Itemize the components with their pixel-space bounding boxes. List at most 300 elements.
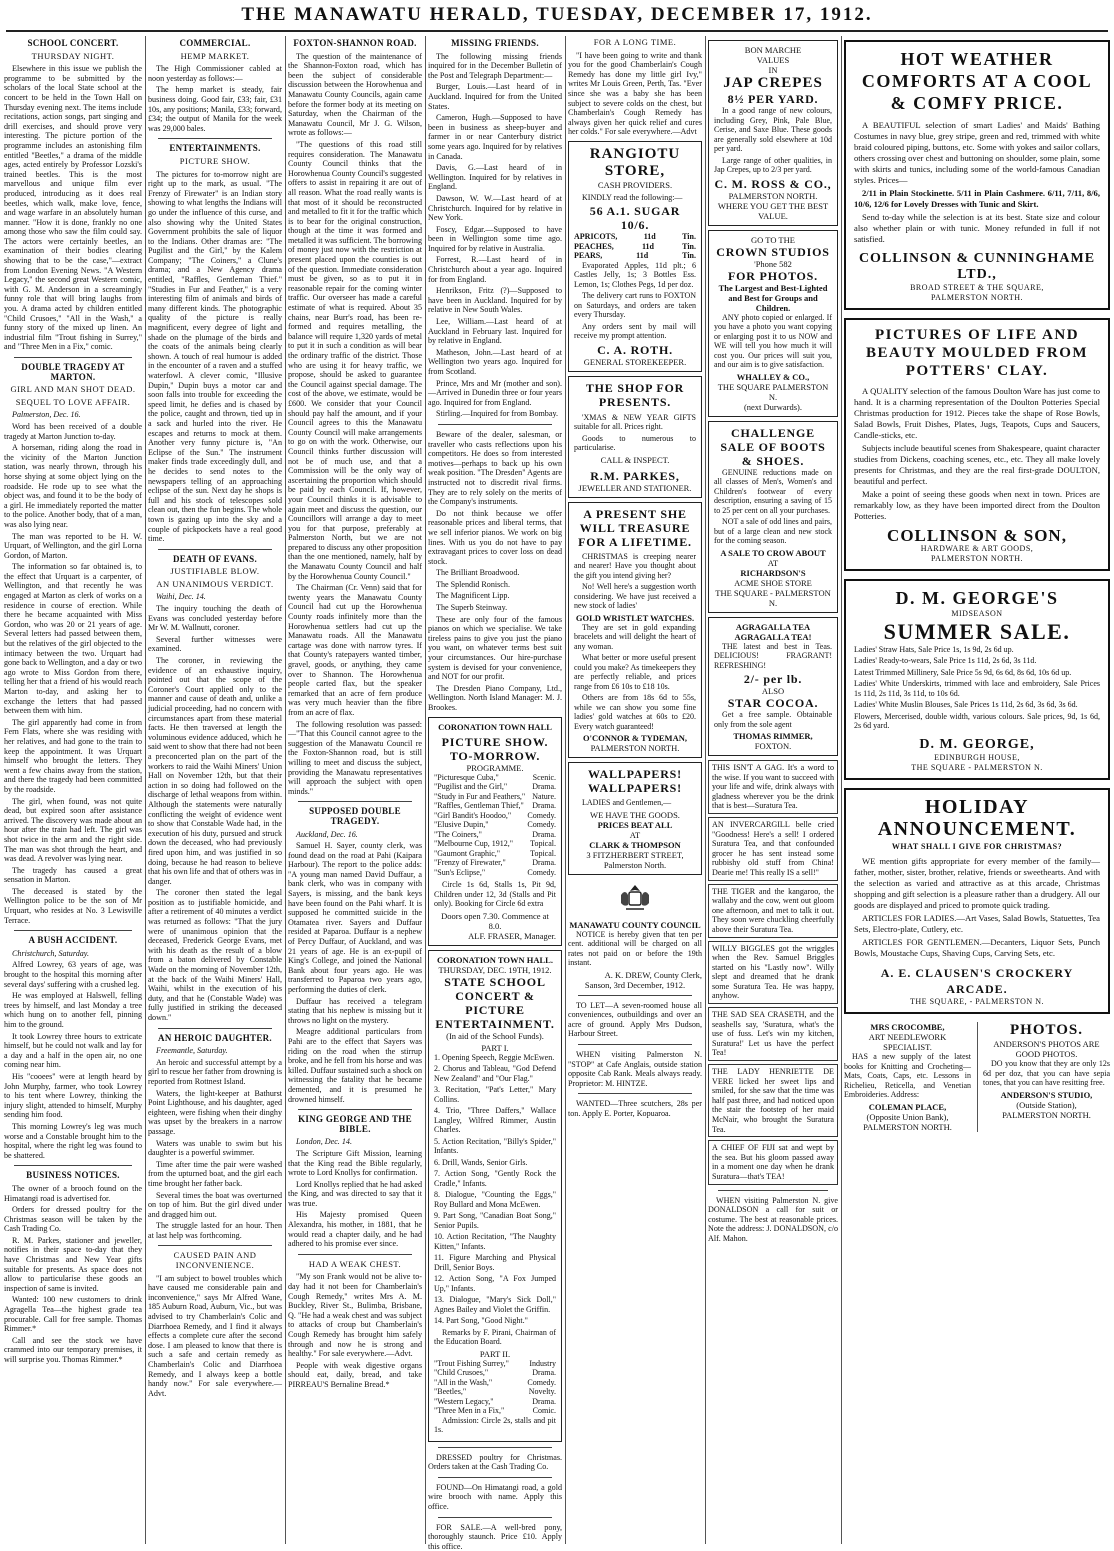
programme-item: 9. Part Song, "Canadian Boat Song," Senior Pupils.: [434, 1211, 556, 1230]
paragraph: NOTICE is hereby given that ten per cent. additional will be charged on all rates not paid on or before the 19th instant.: [568, 929, 702, 968]
price-item: APRICOTS,: [574, 232, 618, 242]
suratura-notice: AN INVERCARGILL belle cried "Goodness! Here's a sell! I ordered Suratura Tea, and that confounded grocer he has sent instead some rubbishy old stuff from China! Dearie me! This really IS a sell!": [708, 817, 838, 881]
paragraph: The following missing friends inquired for in the December Bulletin of the Post and Telegraph Department:—: [428, 51, 562, 80]
price-value: 11d: [641, 241, 654, 251]
ad-address: THE SQUARE - PALMERSTON N.: [715, 587, 831, 608]
programme-item: "The Coiners,": [434, 829, 482, 839]
sale-item: Latest Trimmed Millinery, Sale Price 5s 9d, 6s 6d, 8s 6d, 10s 6d up.: [854, 667, 1072, 677]
divider: [578, 1044, 692, 1045]
article-title: BUSINESS NOTICES.: [26, 1170, 120, 1181]
paragraph: Elsewhere in this issue we publish the programme to be submitted by the scholars of the local State school at the concert to be held in the Town Hall on Thursday evening next. The items include recitations, action songs, part singing and drill exercises, and should prove very interesting. The picture portion of the programme includes an astonishing film entitled "Beetles," a drama of the middle ages, acted entirely by Professor Lozski's trained beetles. This is the most marvellous and unique film ever produced, introducing as it does real beetles, which walk, make love, fence, and wage warfare in an absolutely human manner. "How it is done, frankly no one among those who saw the film could say. The actors were certainly beetles, an examination of their bodies clearing showing that to be the case,"—extract from London Evening News. "A Western Legacy," the second great Western comic, with G. M. Anderson in a screamingly funny role that will bring laughs from you. A drama acted by children entitled "Child Crusoes," "All in the Wash," a funny story of the mixed up linen. An industrial film "Trout fishing in Surrey," and "Three Men in a Fix," comic.: [4, 64, 142, 352]
paragraph: ARTICLES FOR LADIES.—Art Vases, Salad Bowls, Statuettes, Tea Sets, Electro-plate, Cutlery, etc.: [854, 912, 1100, 934]
price-unit: Tin.: [682, 251, 696, 261]
paragraph: No! Well here's a suggestion worth considering. We have just received a new stock of ladies': [574, 582, 696, 611]
paragraph: HAS a new supply of the latest books for Knitting and Crocheting—Mats, Coats, Caps, etc. Lessons in Richelieu, Reticella, and Venetian Embroideries. Address:: [844, 1052, 971, 1100]
programme-row: [434, 1368, 556, 1378]
ad-signature-sub: GENERAL STOREKEEPER.: [583, 356, 687, 367]
ad-price-line: 56 A.1. SUGAR 10/6.: [589, 204, 681, 233]
programme-list: [434, 773, 556, 878]
paragraph: Dawson, W. W.—Last heard of at Christchurch. Inquired for by relative in New York.: [428, 193, 562, 223]
part-label: PART II.: [479, 1348, 511, 1359]
divider: [158, 138, 272, 139]
paragraph: A horseman, riding along the road in the vicinity of the Marton Junction station, was nearly thrown, through his horse shying at some object lying on the roadside. He rode up to see what the object was, and found it to be the body of a girl. He immediately reported the matter to the police. Another body, that of a man, was also lying near.: [4, 443, 142, 529]
sale-item: Flowers, Mercerised, double width, various colours. Sale prices, 9d, 1s 6d, 2s 6d yard.: [854, 711, 1100, 731]
ad-signature-sub: ACME SHOE STORE: [734, 577, 812, 588]
ad-title: CORONATION TOWN HALL: [438, 721, 552, 732]
paragraph: LADIES and Gentlemen,—: [582, 798, 672, 808]
paragraph: Time after time the pair were washed from the upturned boat, and the girl each time brought her father back.: [148, 1159, 282, 1188]
paragraph: "I have been going to write and thank you for the good Chamberlain's Cough Remedy has done my little girl Ivy," writes Mr Louis Green, Perth, Tas. "Ever since she was a baby she has been subject to severe colds on the chest, but Chamberlain's Cough Remedy has always given her quick relief and cures her colds." For sale everywhere.—Advt: [568, 50, 702, 137]
ad-signature: COLLINSON & SON,: [887, 526, 1067, 546]
watches-ad: [568, 502, 702, 759]
paragraph: Waters was unable to swim but his daughter is a powerful swimmer.: [148, 1138, 282, 1158]
paragraph: Word has been received of a double tragedy at Marton Junction to-day.: [4, 421, 142, 441]
ad-signature: WHALLEY & CO.,: [736, 371, 810, 382]
ad-address: PALMERSTON NORTH.: [930, 292, 1024, 302]
ad-address: PALMERSTON NORTH.: [930, 553, 1024, 563]
ad-price: 8½ PER YARD.: [727, 92, 819, 106]
piano-list-item: The Brilliant Broadwood.: [436, 568, 520, 578]
programme-item: 7. Action Song, "Gently Rock the Cradle," Infants.: [434, 1169, 556, 1188]
paragraph: What better or more useful present could you make? As timekeepers they are perfectly reliable, and prices range from £6 10s to £18 10s.: [574, 653, 696, 691]
ad-note: (In aid of the School Funds).: [446, 1030, 544, 1041]
programme-genre: Drama.: [532, 858, 556, 868]
bon-marche-ad: [708, 40, 838, 226]
paragraph: 'XMAS & NEW YEAR GIFTS suitable for all. Prices right.: [574, 412, 696, 432]
paragraph: Henrikson, Fritz (?)—Supposed to have been in Auckland. Inquired for by relative in New South Wales.: [428, 286, 562, 315]
ad-headline: HOLIDAY ANNOUNCEMENT.: [877, 796, 1077, 841]
programme-row: [434, 1359, 556, 1369]
paragraph: GENUINE reductions made on all classes of Men's, Women's and Children's footwear of every description, ensuring a saving of 15 to 25 per cent on all your purchases.: [714, 467, 832, 515]
paragraph: The Chairman (Cr. Venn) said that for twenty years the Manawatu County Council had cut up the Horowhenua County roads infinitely more than the Horowhenua settlers had cut up the Manawatu roads. All the Manawatu cartage was done with narrow tyres. If that County's ratepayers wanted timber, gravel, goods, or anything, they came over to Shannon. The Horowhenua people carted flax, but the speaker remarked that an acre of fern produce was very much heavier than the fibre from an acre of flax.: [288, 583, 422, 717]
signature: The Dresden Piano Company, Ltd., Wellington. North Island Manager: M. J. Brookes.: [428, 683, 562, 712]
ad-tagline: WHERE YOU GET THE BEST VALUE.: [717, 200, 829, 221]
ad-headline: STATE SCHOOL CONCERT & PICTURE ENTERTAINMENT.: [435, 974, 555, 1031]
ad-subtitle: SPECIALIST.: [883, 1042, 932, 1053]
paragraph: Evaporated Apples, 11d plt.; 6 Castles Jelly, 1s; 3 Bottles Ess. Lemon, 1s; Clothes Pegs, 1d per doz.: [574, 260, 696, 289]
paragraph: The girl, when found, was not quite dead, but expired soon after assistance arrived. The discovery was made about an hour after the train had left. The girl was shot twice in the arm and the right side. The man was shot through the heart, and was dead. A revolver was lying near.: [4, 796, 142, 864]
programme-item: 14. Part Song, "Good Night.": [434, 1316, 528, 1326]
ad-address: Palmerston North.: [603, 859, 667, 870]
dateline: Auckland, Dec. 16.: [296, 829, 358, 839]
piano-list-item: The Splendid Ronisch.: [436, 579, 510, 589]
classified: TO LET—A seven-roomed house all conveniences, outbuildings and over an acre of ground. Apply Mrs Dudson, Harbour Street.: [568, 1000, 702, 1039]
column-rule: [285, 36, 286, 1544]
ad-headline: JAP CREPES: [723, 75, 823, 91]
programme-genre: Drama.: [532, 801, 556, 811]
ad-headline: THE SHOP FOR PRESENTS.: [585, 380, 685, 409]
ad-prices: 2/11 in Plain Stockinette. 5/11 in Plain Cashmere. 6/11, 7/11, 8/6, 10/6, 12/6 for Lovely Dresses with Tunic and Skirt.: [854, 188, 1100, 209]
ad-subtitle: ART NEEDLEWORK: [868, 1032, 947, 1043]
ad-remarks: Remarks by F. Pirani, Chairman of the Education Board.: [434, 1327, 556, 1347]
ad-signature: CLARK & THOMPSON: [589, 839, 681, 850]
programme-item: 2. Chorus and Tableau, "God Defend New Zealand" and "Our Flag.": [434, 1064, 556, 1083]
article-subtitle: HEMP MARKET.: [180, 50, 250, 61]
ad-headline: WALLPAPERS! WALLPAPERS!: [588, 767, 682, 796]
programme-list: [434, 1359, 556, 1416]
ad-subtitle: WHAT SHALL I GIVE FOR CHRISTMAS?: [891, 842, 1063, 852]
programme-item: 11. Figure Marching and Physical Drill, Senior Boys.: [434, 1253, 556, 1272]
suratura-notice: THIS ISN'T A GAG. It's a word to the wise. If you want to succeed with your life and wife, drink always with gladness wherever you be the drink that is best—Suratura Tea.: [708, 760, 838, 814]
notice-signature: A. K. DREW, County Clerk,: [604, 969, 702, 980]
ad-address: FOXTON.: [754, 741, 792, 751]
programme-item: "Elusive Dupin,": [434, 820, 489, 830]
article-title: CAUSED PAIN AND INCONVENIENCE.: [173, 1250, 257, 1271]
ad-address: BROAD STREET & THE SQUARE,: [910, 283, 1044, 292]
paragraph: The High Commissioner cabled at noon yesterday as follows:—: [148, 64, 282, 83]
programme-item: 6. Drill, Wands, Senior Girls.: [434, 1157, 528, 1167]
masthead: THE MANAWATU HERALD, TUESDAY, DECEMBER 17, 1912.: [241, 4, 873, 25]
paragraph: The question of the maintenance of the Shannon-Foxton road, which has been the subject of considerable discussion between the Horowhenua and Manawatu County Councils, again came before the former body at its meeting on Saturday, when the Chairman of the Manawatu Council, Mr J. G. Wilson, wrote as follows:—: [288, 51, 422, 138]
column-rule: [565, 36, 566, 1544]
paragraph: "The questions of this road still requires consideration. The Manawatu County Council thinks that the Horowhenua County Council's suggested offers to assist in repairing it are out of all reason. What the road really wants is that most of it should be reconstructed and metalled to fit it for the traffic which is to bear for the original construction, though at the time it was formed and metalled it was sufficient. The borrowing of money just now with the restriction at present placed upon the counties is out of the question. Immediate consideration must be given, so as to put it in reasonable repair for the coming winter traffic. Our overseer has made a careful estimate of what is required. About 35 chains, near Burr's road, has been re-formed and requires metalling, the balance will require 1,320 yards of metal to put it in such a condition as will bear the ordinary traffic of the district. Those who are using it for heavy traffic, we propose, should be asked to guarantee the Council against special damage. The cost of the above, we estimate, would be £600. We consider that your Council should pay half the amount, and if your Council agrees to this the Manawatu County Council will make arrangements to go on with the work. Otherwise, our Council thinks further discussion will not be of much use, and that a Commission will be the only way of ascertaining the proportion which should be paid by each Council. If, however, your Council thinks it is advisable to again meet and discuss the question, our Councillors will arrange a day to meet you for that purpose, preferably at Palmerston North, but we are not prepared to discuss any other proposition than the one mentioned, namely, half by the Manawatu County Council and half by the Horowhenua County Council.": [288, 139, 422, 581]
divider: [578, 995, 692, 996]
divider: [158, 1028, 272, 1029]
paragraph: Any orders sent by mail will receive my prompt attention.: [574, 321, 696, 341]
paragraph: ANY photo copied or enlarged. If you have a photo you want copying or enlarging post it to us NOW and WE will tell you how much it will cost you. Our prices will suit you, and our aim is to give satisfaction.: [714, 312, 832, 369]
suratura-notice: A CHIEF OF FIJI sat and wept by the sea. But his gloom passed away in a moment one day when he drank Suratura—that's TEA!: [708, 1140, 838, 1184]
dateline: Christchurch, Saturday.: [12, 948, 89, 958]
paragraph: DO you know that they are only 12s 6d per doz, that you can have sepia tones, that you can have resitting free.: [983, 1059, 1110, 1088]
suratura-notice: THE LADY HENRIETTE DE VERE licked her sweet lips and smiled, for she saw that the time was half past three, and had noticed upon the stair the footstep of her maid McNair, who brought the Suratura Tea.: [708, 1064, 838, 1137]
paragraph: ARTICLES FOR GENTLEMEN.—Decanters, Liquor Sets, Punch Bowls, Moustache Cups, Shaving Cups, Carving Sets, etc.: [854, 936, 1100, 958]
ad-doors: Doors open 7.30. Commence at 8.0.: [441, 910, 549, 931]
crocombe-ad: [844, 1022, 971, 1132]
dateline: Waihi, Dec. 14.: [156, 592, 206, 602]
article-subtitle: THURSDAY NIGHT.: [31, 50, 115, 61]
richardsons-ad: [708, 421, 838, 613]
programme-row: [434, 858, 556, 868]
article-title: SUPPOSED DOUBLE TRAGEDY.: [309, 806, 401, 826]
article-title: FOXTON-SHANNON ROAD.: [293, 38, 417, 48]
ad-price: 2/- per lb.: [743, 672, 803, 686]
ad-signature: C. A. ROTH.: [597, 342, 673, 357]
paragraph: Lord Knollys replied that he had asked the King, and was directed to say that it was true.: [288, 1179, 422, 1208]
paragraph: This morning Lowrey's leg was much worse and a Constable brought him to the hospital, where the right leg was found to be shattered.: [4, 1121, 142, 1160]
sale-item: Ladies' Ready-to-wears, Sale Price 1s 11d, 2s 6d, 3s 11d.: [854, 656, 1037, 666]
programme-item: 1. Opening Speech, Reggie McEwen.: [434, 1052, 555, 1062]
article-subtitle: SEQUEL TO LOVE AFFAIR.: [15, 396, 131, 407]
programme-genre: Scenic.: [532, 772, 556, 782]
article-subtitle: PICTURE SHOW.: [179, 155, 251, 166]
programme-item: "Beetles,": [434, 1387, 467, 1397]
sale-item: Ladies' White Muslin Blouses, Sale Prices 1s 11d, 2s 6d, 3s 6d, 3s 6d.: [854, 700, 1078, 710]
crown-studios-ad: [708, 230, 838, 417]
price-value: 11d: [643, 232, 656, 242]
ad-signature-sub: JEWELLER AND STATIONER.: [578, 482, 692, 493]
paragraph: The information so far obtained is, to the effect that Urquart is a carpenter, of Wellington, and that recently he was engaged at Marton as clerk of works on a residence in course of erection. While there he became acquainted with Miss Gordon, who was 20 or 21 years of age. Several letters had passed between them, but the relatives of the girl objected to the intimacy between the two. Urquart had gone back to Wellington, and a day or two ago wrote to Miss Gordon from there, telling her that a friend of his would reach Marton to-day, and asking her to exchange the letters that had passed between them with him.: [4, 562, 142, 716]
paragraph: Stirling.—Inquired for from Bombay.: [436, 409, 558, 419]
divider: [298, 801, 412, 802]
ad-signature: A. E. CLAUSEN'S CROCKERY ARCADE.: [880, 965, 1074, 996]
paragraph: WE mention gifts appropriate for every member of the family—father, mother, sister, brother, relative, friends or sweethearts. And with the selection as varied and attractive as at this arcade, Christmas shopping and gift selection is a pleasure rather than a drudgery. All our goods are displayed and priced to promote quick trading.: [854, 855, 1100, 910]
paragraph: Lee, William.—Last heard of at Auckland in February last. Inquired for by relative in England.: [428, 317, 562, 346]
ad-headline: CHALLENGE SALE OF BOOTS & SHOES.: [720, 425, 826, 468]
programme-genre: Comedy.: [527, 867, 556, 877]
paragraph: NOT a sale of odd lines and pairs, but of a large clean and new stock for the coming season.: [714, 517, 832, 545]
paragraph: The Scripture Gift Mission, learning that the King read the Bible regularly, wrote to Lord Knollys for confirmation.: [288, 1148, 422, 1178]
ad-address: (Outside Station),: [1016, 1099, 1077, 1110]
programme-row: [434, 782, 556, 792]
paragraph: Orders for dressed poultry for the Christmas season will be taken by the Cash Trading Co.: [4, 1205, 142, 1234]
paragraph: People with weak digestive organs should eat, daily, bread, and take PIRREAU'S Bernaline Bread.*: [288, 1360, 422, 1389]
ad-headline: PICTURES OF LIFE AND BEAUTY MOULDED FROM POTTERS' CLAY.: [865, 327, 1089, 380]
paragraph: Burger, Louis.—Last heard of in Auckland. Inquired for from the United States.: [428, 82, 562, 111]
programme-genre: Topical.: [530, 839, 556, 849]
article-title: HAD A WEAK CHEST.: [308, 1258, 402, 1269]
ad-subtitle: ANDERSON'S PHOTOS ARE GOOD PHOTOS.: [993, 1039, 1100, 1060]
royal-crest-icon: [618, 883, 652, 913]
classified: FOUND—On Himatangi road, a gold wire brooch with name. Apply this office.: [428, 1482, 562, 1511]
paragraph: Prince, Mrs and Mr (mother and son).—Arrived in Dunedin three or four years ago. Inquired for from England.: [428, 378, 562, 407]
classified: DRESSED poultry for Christmas. Orders taken at the Cash Trading Co.: [428, 1452, 562, 1472]
paragraph: Cameron, Hugh.—Supposed to have been in business as sheep-buyer and farmer in or near Canterbury district some years ago. Inquired for by relatives in Canada.: [428, 113, 562, 161]
article-title: DEATH OF EVANS.: [172, 553, 258, 564]
price-item: PEARS,: [574, 251, 603, 261]
programme-row: [434, 839, 556, 849]
column-4: [428, 36, 562, 1551]
dm-george-ad: [844, 579, 1110, 780]
paragraph: R. M. Parkes, stationer and jeweller, notifies in their space to-day that they have Christmas and New Year gifts suitable for presents. As space does not allow to particularise these goods an inspection of same is invited.: [4, 1235, 142, 1293]
programme-row: [434, 820, 556, 830]
paragraph: The following resolution was passed:—"That this Council cannot agree to the suggestion of the Manawatu Council re the Foxton-Shannon road, but is still willing to meet and discuss the subject, providing the Manawatu representatives will approach the subject with open minds.": [288, 719, 422, 796]
article-title: A BUSH ACCIDENT.: [28, 935, 118, 946]
suratura-notice: THE TIGER and the kangaroo, the wallaby and the cow, went out gloom one afternoon, and met to talk it out. They soon were chuckling cheerfully above their Suratura Tea.: [708, 884, 838, 938]
ad-signature: C. M. ROSS & CO.,: [714, 176, 832, 191]
ad-signature: R.M. PARKES,: [590, 468, 680, 483]
parkes-ad: [568, 376, 702, 498]
paragraph: Duffaur has received a telegram stating that his nephew is missing but it throws no light on the mystery.: [288, 996, 422, 1025]
paragraph: A QUALITY selection of the famous Doulton Ware has just come to hand. It is a charming representation of the Doulton Potteries Special Christmas production for 1912. Pieces take the shape of Rose Bowls, Salad Bowls, Fruit Dishes, Plates, Jugs, Teapots, Cups and Saucers, Candle-sticks, etc.: [854, 386, 1100, 441]
ad-phone: 'Phone 582: [754, 258, 792, 269]
ad-subtitle: The Largest and Best-Lighted and Best for Groups and Children.: [718, 282, 828, 313]
price-value: 11d: [636, 251, 649, 261]
ad-signature: ALF. FRASER, Manager.: [468, 930, 556, 941]
paragraph: The deceased is stated by the Wellington police to be the son of Mr Urquart, who resides at No. 3 Lewisville Terrace.: [4, 886, 142, 925]
paragraph: Beware of the dealer, salesman, or traveller who casts reflections upon his competitors. He does so from interested motives—perhaps to back up his own weak position. "The Dresden" Agents are instructed not to discredit rival firms. They are to rely solely on the merits of the Company's instruments.: [428, 429, 562, 507]
article-title: DOUBLE TRAGEDY AT MARTON.: [21, 362, 125, 382]
ad-address: COLEMAN PLACE,: [868, 1101, 947, 1112]
divider: [158, 549, 272, 550]
ad-prices: Circle 1s 6d, Stalls 1s, Pit 9d, Children under 12, 3d (Stalls and Pit only). Booking for Circle 6d extra: [434, 880, 556, 909]
ad-signature: ANDERSON'S STUDIO,: [1000, 1089, 1093, 1100]
ad-address: PALMERSTON NORTH.: [863, 1121, 952, 1132]
ad-signature-sub: HARDWARE & ART GOODS,: [920, 544, 1034, 554]
article-title: MISSING FRIENDS.: [451, 38, 539, 48]
ad-line: PRICES BEAT ALL: [597, 819, 673, 830]
paragraph: The girl apparently had come in from Fern Flats, where she was residing with her relatives, and had gone to the train to keep the appointment. It was Urquart himself who brought the letters. They went a few chains away from the station, and there the tragedy had been committed by the roadside.: [4, 717, 142, 794]
ad-address: (Opposite Union Bank),: [866, 1111, 949, 1122]
paragraph: The inquiry touching the death of Evans was concluded yesterday before Mr W. M. Wallnutt, coroner.: [148, 604, 282, 633]
price-row: [574, 251, 696, 261]
column-3: [288, 36, 422, 1544]
programme-row: [434, 1397, 556, 1407]
paragraph: Several further witnesses were examined.: [148, 634, 282, 654]
paragraph: They are set in gold expanding bracelets and will delight the heart of any woman.: [574, 622, 696, 651]
column-rule: [425, 36, 426, 1544]
article-subtitle: JUSTIFIABLE BLOW.: [170, 566, 260, 577]
ad-line: AT: [629, 829, 641, 840]
dateline: Freemantle, Saturday.: [156, 1046, 228, 1056]
column-6: [708, 36, 838, 1544]
ad-address: (next Durwards).: [743, 401, 803, 412]
programme-item: 12. Action Song, "A Fox Jumped Up," Infants.: [434, 1274, 556, 1293]
programme-row: [434, 792, 556, 802]
anderson-ad: [977, 1022, 1110, 1132]
ad-admission: Admission: Circle 2s, stalls and pit 1s.: [434, 1415, 556, 1435]
ad-title: BON MARCHE: [744, 45, 802, 55]
paragraph: Several times the boat was overturned on top of him. But the girl dived under and dragged him out.: [148, 1190, 282, 1219]
paragraph: CHRISTMAS is creeping nearer and nearer! Have you thought about the gift you intend giving her?: [574, 551, 696, 580]
programme-genre: Comic.: [532, 1406, 556, 1416]
programme-genre: Comedy.: [527, 1377, 556, 1387]
classified: WANTED—Three scutchers, 28s per ton. Apply E. Porter, Kopuaroa.: [568, 1099, 702, 1118]
council-notice: [568, 879, 702, 990]
programme-row: [434, 1387, 556, 1397]
ad-signature-sub: EDINBURGH HOUSE,: [934, 752, 1020, 762]
programme-item: "Gaumont Graphic,": [434, 848, 501, 858]
ad-programme-label: PROGRAMME.: [466, 762, 524, 773]
article-subtitle: AN UNANIMOUS VERDICT.: [156, 578, 274, 589]
paragraph: Send to-day while the selection is at its best. State size and colour also whether plain or with tunic. Money refunded in full if not satisfied.: [854, 212, 1100, 244]
programme-item: "All in the Wash,": [434, 1377, 493, 1387]
programme-item: "Frenzy of Firewater,": [434, 858, 506, 868]
sale-list: [854, 645, 1100, 731]
price-unit: Tin.: [682, 241, 696, 251]
ad-subtitle: VALUES: [756, 55, 790, 65]
paragraph: Forrest, R.—Last heard of in Christchurch about a year ago. Inquired for from England.: [428, 255, 562, 284]
article-title: KING GEORGE AND THE BIBLE.: [298, 1114, 412, 1134]
price-list: [574, 232, 696, 261]
programme-item: 10. Action Recitation, "The Naughty Kitten," Infants.: [434, 1232, 556, 1251]
ad-signature: RICHARDSON'S: [740, 567, 806, 578]
divider: [298, 1254, 412, 1255]
paragraph: Waters, the light-keeper at Bathurst Point Lighthouse, and his daughter, aged eighteen, were fishing when their dinghy was upset by the breakers in a narrow passage.: [148, 1088, 282, 1136]
paragraph: These are only four of the famous pianos on which we specialise. We take tireless pains to give you just the piano you want, on whatever terms best suit your circumstances. Our hire-purchase system is devised for your convenience, and NOT for our profit.: [428, 614, 562, 682]
ad-headline: TO-MORROW.: [449, 748, 541, 763]
notice-title: MANAWATU COUNTY COUNCIL: [569, 919, 701, 930]
programme-genre: Topical.: [530, 848, 556, 858]
ad-headline: D. M. GEORGE'S: [895, 588, 1059, 609]
divider: [14, 1165, 132, 1166]
programme-item: "Melbourne Cup, 1912,": [434, 839, 513, 849]
programme-row: [434, 868, 556, 878]
programme-row: [434, 773, 556, 783]
ad-signature: D. M. GEORGE,: [919, 736, 1035, 752]
bottom-ads: [844, 1022, 1110, 1132]
article-title: FOR A LONG TIME.: [593, 37, 677, 47]
paragraph: An heroic and successful attempt by a girl to rescue her father from drowning is reported from Rottnest Island.: [148, 1057, 282, 1086]
column-5: [568, 36, 702, 1544]
ad-headline: AGRAGALLA TEA!: [734, 631, 812, 642]
divider: [14, 357, 132, 358]
programme-genre: Comedy.: [527, 820, 556, 830]
divider: [438, 424, 552, 425]
ad-headline: CROWN STUDIOS: [716, 244, 830, 259]
ad-headline: SUMMER SALE.: [883, 618, 1071, 644]
divider: [438, 1447, 552, 1448]
programme-genre: Industry: [529, 1358, 556, 1368]
ad-headline: A PRESENT SHE WILL TREASURE FOR A LIFETIME.: [578, 506, 692, 549]
ad-address: PALMERSTON NORTH.: [728, 190, 818, 201]
programme-item: "Picturesque Cuba,": [434, 772, 499, 782]
article-title: COMMERCIAL.: [179, 38, 251, 48]
paragraph: Call and see the stock we have crammed into our temporary premises, it will surprise you. Thomas Rimmer.*: [4, 1335, 142, 1364]
suratura-tea-notices: [708, 760, 838, 1185]
ad-headline: PHOTOS.: [1010, 1022, 1083, 1039]
wallpapers-ad: [568, 762, 702, 875]
ad-headline: FOR PHOTOS.: [728, 268, 818, 283]
ad-headline: AGRAGALLA TEA: [735, 621, 811, 632]
suratura-notice: WILLY BIGGLES got the wriggles when the Rev. Samuel Briggles started on his "Lastly now". Willy slept and dreamed that he drank some Suratura Tea. He was happy, anyhow.: [708, 941, 838, 1005]
paragraph: Foscy, Edgar.—Supposed to have been in Wellington some time ago. Inquired for by relative in Australia.: [428, 224, 562, 253]
column-7: [844, 36, 1110, 1544]
ad-title: CORONATION TOWN HALL.: [437, 954, 553, 965]
classified: FOR SALE.—A well-bred pony, thoroughly staunch. Price £10. Apply this office.: [428, 1522, 562, 1551]
paragraph: His Majesty promised Queen Alexandra, his mother, in 1881, that he would read a chapter daily, and he had adhered to his promise ever since.: [288, 1210, 422, 1249]
price-unit: Tin.: [682, 232, 696, 242]
picture-show-ad: [428, 717, 562, 946]
paragraph: The man was reported to be H. W. Urquart, of Wellington, and the girl Lorna Gordon, of Marton.: [4, 531, 142, 560]
dateline: London, Dec. 14.: [296, 1137, 352, 1147]
sale-item: Ladies' White Underskirts, trimmed with lace and embroidery, Sale Prices 1s 11d, 2s 11d, 3s 11d, to 10s 6d.: [854, 679, 1100, 698]
ad-address: PALMERSTON NORTH.: [1002, 1109, 1091, 1120]
column-2: [148, 36, 282, 1544]
programme-genre: Drama.: [532, 1368, 556, 1378]
paragraph: Make a point of seeing these goods when next in town. Prices are remarkably low, as they have been imported direct from the Doulton Potteries.: [854, 489, 1100, 522]
paragraph: Meagre additional particulars from Pahi are to the effect that Sayers was riding on the road when the stirrup broke, and he fell from his horse and was killed. Duffaur sustained such a shock on witnessing the fatality that he became demented, and it is presumed he drowned himself.: [288, 1027, 422, 1104]
programme-item: "Three Men in a Fix,": [434, 1406, 505, 1416]
programme-genre: Drama.: [532, 829, 556, 839]
price-row: [574, 242, 696, 252]
article-title: SCHOOL CONCERT.: [27, 38, 119, 48]
ad-line: ALSO: [761, 686, 785, 696]
ad-address: THE SQUARE, - PALMERSTON N.: [910, 996, 1044, 1006]
ad-signature-sub: PALMERSTON NORTH.: [590, 743, 680, 754]
paragraph: Others are from 18s 6d to 55s, while we can show you some fine ladies' gold watches at 60s to £20. Every watch guaranteed!: [574, 693, 696, 731]
sale-item: Ladies' Straw Hats, Sale Price 1s, 1s 9d, 2s 6d up.: [854, 644, 1014, 654]
paragraph: The delivery cart runs to FOXTON on Saturdays, and orders are taken every Thursday.: [574, 291, 696, 320]
ad-headline: HOT WEATHER COMFORTS AT A COOL & COMFY PRICE.: [861, 49, 1093, 113]
column-rule: [841, 36, 842, 1544]
column-rule: [145, 36, 146, 1544]
rangiotu-store-ad: [568, 141, 702, 372]
paragraph: Alfred Lowrey, 63 years of age, was brought to the hospital this morning after several days' suffering with a crushed leg.: [4, 960, 142, 989]
masthead-rule: [6, 30, 1108, 32]
piano-list-item: The Magnificent Lipp.: [436, 591, 510, 601]
column-rule: [705, 36, 706, 1544]
divider: [438, 1517, 552, 1518]
programme-item: "Sun's Eclipse,": [434, 867, 486, 877]
programme-item: 13. Dialogue, "Mary's Sick Doll," Agnes Bailey and Violet the Griffin.: [434, 1295, 556, 1314]
programme-row: [434, 830, 556, 840]
paragraph: The coroner, in reviewing the evidence of an exhaustive inquiry, pointed out that the scope of the Coroner's Court applied only to the manner and cause of death and, unlike a judicial proceeding, had no concern with circumstances apart from these material facts. He then traversed at length the voluminous evidence adduced, which he said went to show that there had not been a preconcerted plan on the part of the workers to raid the Waihi Miners' Union Hall on November 12th, but that their action in so doing had followed on the discharge of lethal weapons from within. Although the statements were naturally conflicting the weight of evidence went to show that Constable Wade had, in the execution of his duty, pursued and struck down the deceased, who had previously fired upon him, and was justified in so doing, because he had reason to believe that his own life and that of others was in danger.: [148, 656, 282, 886]
classified: WHEN visiting Palmerston N. give DONALDSON a call for suit or costume. The best at reasonable prices. Note the address: J. DONALDSON, c/o Alf. Mahon.: [708, 1195, 838, 1243]
dateline: Palmerston, Dec. 16.: [12, 410, 81, 420]
divider: [14, 930, 132, 931]
agragalla-tea-ad: [708, 617, 838, 757]
ad-subtitle: PICTURE SHOW.: [441, 734, 549, 749]
programme-item: 8. Dialogue, "Counting the Eggs," Roy Bullard and Mona McEwen.: [434, 1190, 556, 1209]
paragraph: THE latest and best in Teas. DELICIOUS! FRAGRANT! REFRESHING!: [714, 641, 832, 670]
programme-row: [434, 1406, 556, 1416]
divider: [298, 1109, 412, 1110]
paragraph: He was employed at Halswell, felling trees by himself, and last Monday a tree which hung on to another fell, pinning him to the ground.: [4, 991, 142, 1029]
ad-callout: GOLD WRISTLET WATCHES.: [575, 612, 695, 623]
paragraph: The owner of a brooch found on the Himatangi road is advertised for.: [4, 1183, 142, 1203]
ad-line: IN: [768, 65, 778, 75]
article-title: ENTERTAINMENTS.: [169, 143, 261, 154]
